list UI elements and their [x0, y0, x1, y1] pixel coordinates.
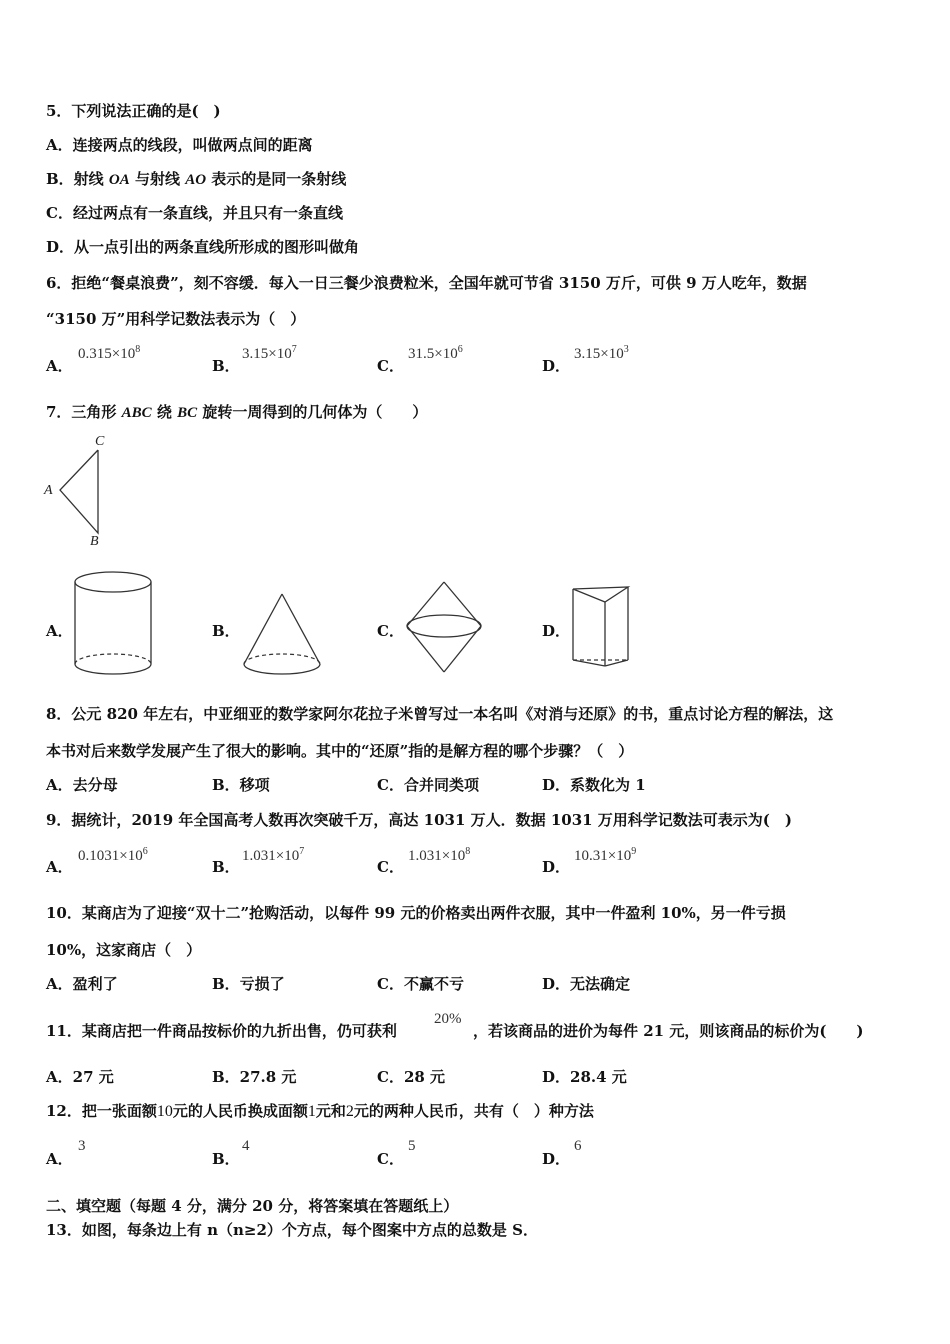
q7-stem: 7．三角形 ABC 绕 BC 旋转一周得到的几何体为（ ）	[46, 403, 428, 421]
q6-label-c: C．	[377, 357, 404, 375]
q12-option-d: 6	[574, 1138, 582, 1154]
q6-stem-line1: 6．拒绝“餐桌浪费”，刻不容缓．每入一日三餐少浪费粒米，全国年就可节省 3150 万斤，可供 9 万人吃年，数据	[46, 274, 807, 292]
q6-option-a: $0.315\times 10^8$	[78, 344, 141, 362]
q5-option-d: D．从一点引出的两条直线所形成的图形叫做角	[46, 238, 360, 256]
q6-label-b: B．	[212, 357, 240, 375]
vertex-b-label: B	[90, 534, 99, 549]
q8-option-d: D．系数化为 1	[542, 776, 646, 794]
q6-label-d: D．	[542, 357, 571, 375]
q10-option-b: B．亏损了	[212, 975, 285, 993]
q8-option-c: C．合并同类项	[377, 776, 479, 794]
q9-option-c: $1.031\times 10^8$	[408, 846, 471, 864]
q9-option-a: $0.1031\times 10^6$	[78, 846, 148, 864]
q10-option-a: A．盈利了	[46, 975, 118, 993]
q10-option-c: C．不赢不亏	[377, 975, 464, 993]
q12-option-b: 4	[242, 1138, 250, 1154]
q9-label-b: B．	[212, 858, 240, 876]
q10-stem-line1: 10．某商店为了迎接“双十二”抢购活动，以每件 99 元的价格卖出两件衣服，其中一件盈利 10%，另一件亏损	[46, 904, 786, 922]
q6-stem-line2: “3150 万”用科学记数法表示为（ ）	[46, 310, 306, 328]
q11-option-c: C．28 元	[377, 1068, 446, 1086]
q11-percent: 20%	[434, 1011, 462, 1027]
q9-option-d: $10.31\times 10^9$	[574, 846, 637, 864]
q5-option-a: A．连接两点的线段，叫做两点间的距离	[46, 136, 313, 154]
q6-option-c: $31.5\times 10^6$	[408, 344, 463, 362]
q12-option-a: 3	[78, 1138, 86, 1154]
q9-stem: 9．据统计，2019 年全国高考人数再次突破千万，高达 1031 万人．数据 1031 万用科学记数法可表示为( )	[46, 811, 792, 829]
q12-label-b: B．	[212, 1150, 240, 1168]
q5-stem: 5．下列说法正确的是( )	[46, 102, 221, 120]
vertex-c-label: C	[95, 434, 105, 449]
q7-label-a: A．	[46, 622, 73, 640]
cylinder-icon	[72, 568, 154, 680]
q12-label-a: A．	[46, 1150, 73, 1168]
q5-option-c: C．经过两点有一条直线，并且只有一条直线	[46, 204, 343, 222]
q10-stem-line2: 10%，这家商店（ ）	[46, 941, 202, 959]
q12-label-c: C．	[377, 1150, 404, 1168]
q12-stem: 12．把一张面额10元的人民币换成面额1元和2元的两种人民币，共有（ ）种方法	[46, 1102, 594, 1120]
q7-label-b: B．	[212, 622, 240, 640]
triangular-prism-icon	[570, 584, 632, 668]
vertex-a-label: A	[44, 483, 53, 498]
cone-icon	[240, 590, 324, 682]
section-fill-in-heading: 二、填空题（每题 4 分，满分 20 分，将答案填在答题纸上）	[46, 1197, 459, 1215]
q6-label-a: A．	[46, 357, 73, 375]
q8-option-a: A．去分母	[46, 776, 118, 794]
q6-option-d: $3.15\times 10^3$	[574, 344, 629, 362]
q9-option-b: $1.031\times 10^7$	[242, 846, 305, 864]
q8-stem-line2: 本书对后来数学发展产生了很大的影响。其中的“还原”指的是解方程的哪个步骤？（ ）	[46, 742, 634, 760]
q8-stem-line1: 8．公元 820 年左右，中亚细亚的数学家阿尔花拉子米曾写过一本名叫《对消与还原》的书，重点讨论方程的解法，这	[46, 705, 834, 723]
q11-stem-end: ，若该商品的进价为每件 21 元，则该商品的标价为( )	[473, 1022, 864, 1040]
q11-option-b: B．27.8 元	[212, 1068, 297, 1086]
q9-label-c: C．	[377, 858, 404, 876]
q5-option-b: B．射线 OA 与射线 AO 表示的是同一条射线	[46, 170, 347, 188]
q12-option-c: 5	[408, 1138, 416, 1154]
q11-option-a: A．27 元	[46, 1068, 114, 1086]
q11-option-d: D．28.4 元	[542, 1068, 627, 1086]
q8-option-b: B．移项	[212, 776, 270, 794]
triangle-abc-figure	[40, 430, 120, 548]
q12-label-d: D．	[542, 1150, 571, 1168]
q11-stem-start: 11．某商店把一件商品按标价的九折出售，仍可获利	[46, 1022, 397, 1040]
q7-label-c: C．	[377, 622, 404, 640]
q13-stem: 13．如图，每条边上有 n（n≥2）个方点，每个图案中方点的总数是 S．	[46, 1221, 538, 1239]
q6-option-b: $3.15\times 10^7$	[242, 344, 297, 362]
q7-label-d: D．	[542, 622, 571, 640]
q9-label-d: D．	[542, 858, 571, 876]
q9-label-a: A．	[46, 858, 73, 876]
q10-option-d: D．无法确定	[542, 975, 631, 993]
double-cone-icon	[404, 578, 484, 678]
